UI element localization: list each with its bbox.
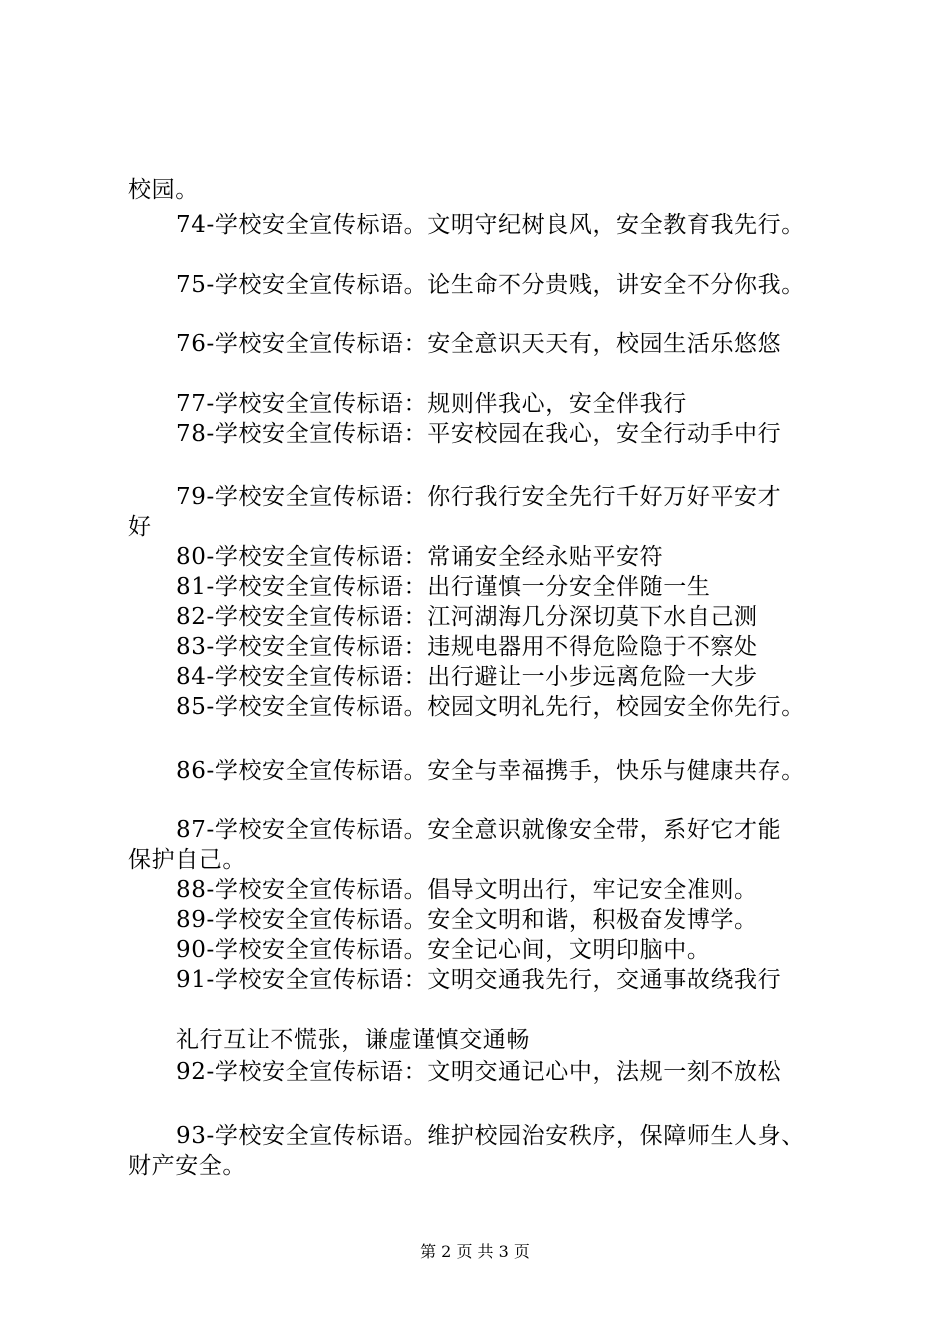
text-line: 好 <box>128 514 152 540</box>
slogan-80: 80-学校安全宣传标语：常诵安全经永贴平安符 <box>176 544 664 570</box>
slogan-86: 86-学校安全宣传标语。安全与幸福携手，快乐与健康共存。 <box>176 758 805 784</box>
slogan-84: 84-学校安全宣传标语：出行避让一小步远离危险一大步 <box>176 664 758 690</box>
slogan-81: 81-学校安全宣传标语：出行谨慎一分安全伴随一生 <box>176 574 711 600</box>
slogan-88: 88-学校安全宣传标语。倡导文明出行，牢记安全准则。 <box>176 877 758 903</box>
text-line: 校园。 <box>128 177 199 203</box>
slogan-78: 78-学校安全宣传标语：平安校园在我心，安全行动手中行 <box>176 421 782 447</box>
page-number-footer: 第 2 页 共 3 页 <box>420 1242 530 1261</box>
slogan-91: 91-学校安全宣传标语：文明交通我先行，交通事故绕我行 <box>176 967 782 993</box>
slogan-83: 83-学校安全宣传标语：违规电器用不得危险隐于不察处 <box>176 634 758 660</box>
slogan-82: 82-学校安全宣传标语：江河湖海几分深切莫下水自己测 <box>176 604 758 630</box>
slogan-93: 93-学校安全宣传标语。维护校园治安秩序，保障师生人身、 <box>176 1123 805 1149</box>
slogan-92: 92-学校安全宣传标语：文明交通记心中，法规一刻不放松 <box>176 1059 782 1085</box>
slogan-74: 74-学校安全宣传标语。文明守纪树良风，安全教育我先行。 <box>176 212 805 238</box>
text-line: 保护自己。 <box>128 847 246 873</box>
text-line: 礼行互让不慌张，谦虚谨慎交通畅 <box>176 1027 530 1053</box>
slogan-90: 90-学校安全宣传标语。安全记心间，文明印脑中。 <box>176 937 711 963</box>
slogan-76: 76-学校安全宣传标语：安全意识天天有，校园生活乐悠悠 <box>176 331 782 357</box>
slogan-77: 77-学校安全宣传标语：规则伴我心，安全伴我行 <box>176 391 687 417</box>
slogan-79: 79-学校安全宣传标语：你行我行安全先行千好万好平安才 <box>176 484 782 510</box>
slogan-89: 89-学校安全宣传标语。安全文明和谐，积极奋发博学。 <box>176 907 758 933</box>
slogan-75: 75-学校安全宣传标语。论生命不分贵贱，讲安全不分你我。 <box>176 272 805 298</box>
text-line: 财产安全。 <box>128 1153 246 1179</box>
slogan-87: 87-学校安全宣传标语。安全意识就像安全带，系好它才能 <box>176 817 782 843</box>
slogan-85: 85-学校安全宣传标语。校园文明礼先行，校园安全你先行。 <box>176 694 805 720</box>
